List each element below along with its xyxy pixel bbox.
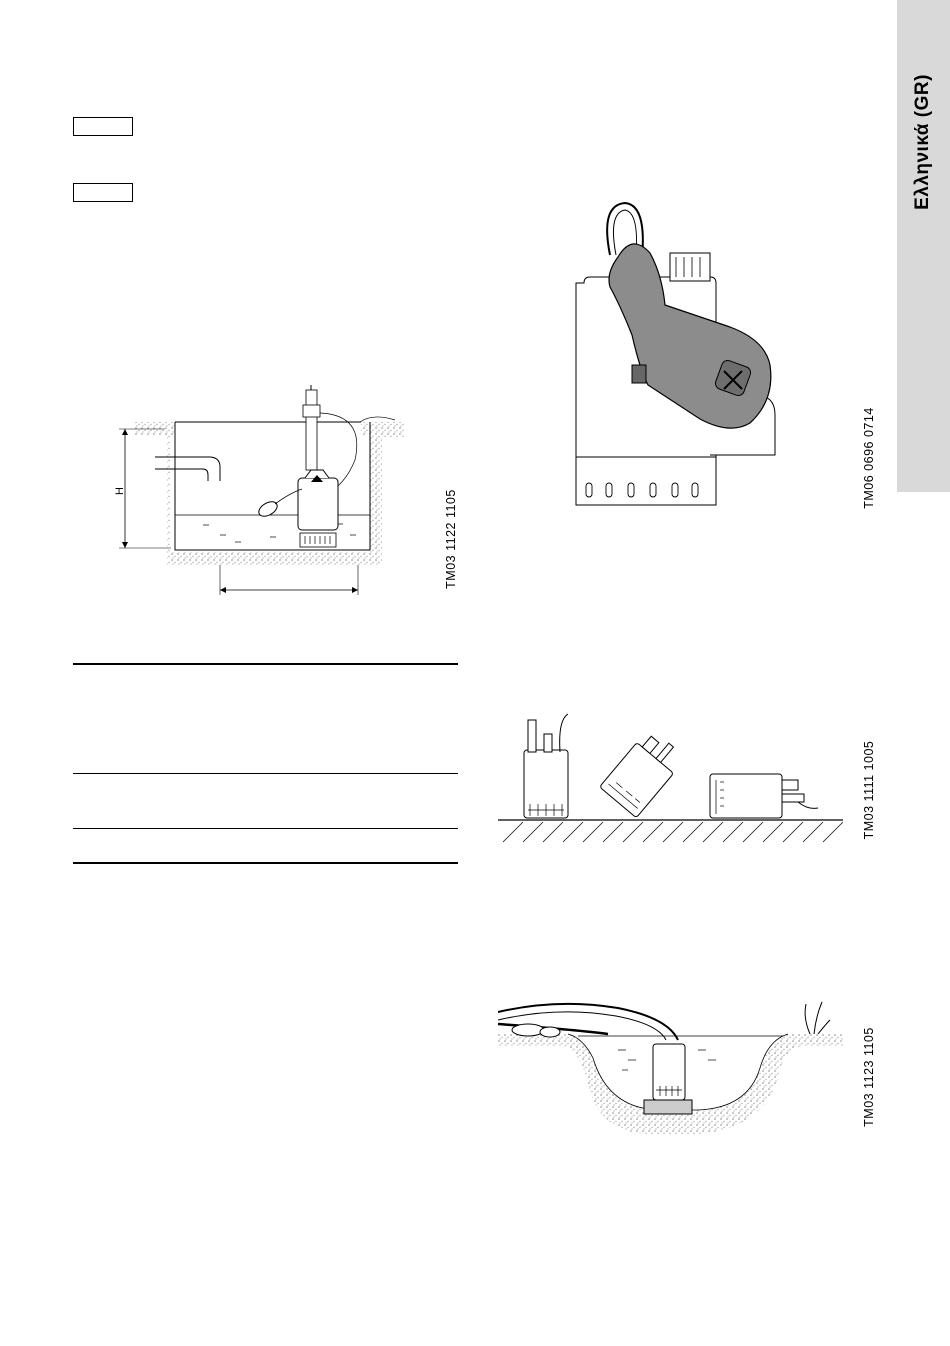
table-rule-bottom [73,862,458,864]
language-tab-label: Ελληνικά (GR) [912,74,933,210]
pond-figure-code: TM03 1123 1105 [862,1027,876,1127]
pit-installation-figure [105,385,415,600]
positions-figure-code: TM03 1111 1005 [862,740,876,840]
note-box-1 [73,117,133,136]
pump-positions-figure [498,710,843,845]
table-rule-1 [73,773,458,774]
pit-figure-code: TM03 1122 1105 [444,489,458,589]
pit-h-label: H [114,487,126,495]
pond-installation-figure [498,998,843,1140]
language-tab [897,0,950,492]
handle-figure-code: TM06 0696 0714 [862,407,876,509]
table-rule-2 [73,828,458,829]
table-rule-top [73,663,458,665]
note-box-2 [73,183,133,202]
pump-handle-figure [570,195,800,515]
